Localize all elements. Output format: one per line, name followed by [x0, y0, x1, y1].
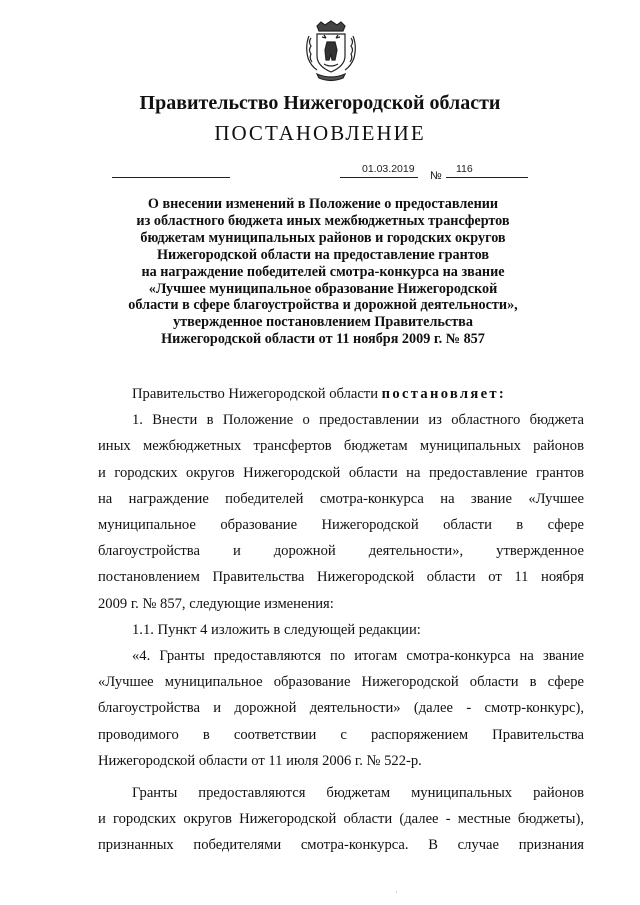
- paragraph-line: «Лучшее муниципальное образование Нижегородской области в сфере: [98, 674, 584, 691]
- number-label: №: [430, 170, 442, 182]
- paragraph-line: Гранты предоставляются бюджетам муниципальных районов: [132, 785, 584, 802]
- paragraph-line: 2009 г. № 857, следующие изменения:: [98, 595, 334, 612]
- heading-line: бюджетам муниципальных районов и городских округов: [140, 229, 506, 246]
- heading-line: Нижегородской области на предоставление грантов: [156, 246, 490, 263]
- paragraph-line: признанных победителями смотра-конкурса. В случае признания: [98, 837, 584, 854]
- preamble-text: Правительство Нижегородской области: [132, 386, 382, 402]
- date-underline: [340, 177, 418, 178]
- blank-line: [112, 177, 230, 178]
- government-name: Правительство Нижегородской области: [139, 92, 501, 114]
- document-date: 01.03.2019: [362, 163, 415, 175]
- document-heading: [90, 196, 556, 348]
- scan-mark: ˙: [395, 890, 398, 899]
- paragraph-line: благоустройства и дорожной деятельности» (далее - смотр-конкурс),: [98, 700, 584, 717]
- preamble: [98, 381, 584, 407]
- heading-line: О внесении изменений в Положение о предоставлении: [147, 196, 499, 212]
- heading-line: «Лучшее муниципальное образование Нижегородской: [148, 280, 498, 297]
- heading-line: Нижегородской области от 11 ноября 2009 г. № 857: [161, 331, 485, 348]
- document-type: ПОСТАНОВЛЕНИЕ: [214, 121, 426, 145]
- paragraph-item-1: [98, 407, 584, 617]
- document-number: 116: [456, 163, 473, 175]
- paragraph-grants: [98, 780, 584, 859]
- paragraph-line: проводимого в соответствии с распоряжением Правительства: [98, 726, 584, 743]
- number-underline: [446, 177, 528, 178]
- document-body: [98, 381, 584, 859]
- heading-line: на награждение победителей смотра-конкурса на звание: [141, 263, 505, 280]
- paragraph-item-1-1: 1.1. Пункт 4 изложить в следующей редакции:: [132, 621, 421, 638]
- heading-line: из областного бюджета иных межбюджетных трансфертов: [136, 212, 510, 229]
- paragraph-item-4: [98, 643, 584, 774]
- paragraph-line: 1. Внести в Положение о предоставлении из областного бюджета: [132, 412, 584, 429]
- paragraph-line: и городских округов Нижегородской области на предоставление грантов: [98, 464, 584, 481]
- heading-line: области в сфере благоустройства и дорожной деятельности»,: [128, 297, 518, 314]
- paragraph-line: на награждение победителей смотра-конкурса на звание «Лучшее: [98, 490, 584, 507]
- coat-of-arms-icon: [302, 20, 360, 84]
- heading-line: утвержденное постановлением Правительства: [173, 314, 473, 331]
- paragraph-line: постановлением Правительства Нижегородской области от 11 ноября: [98, 569, 584, 586]
- resolves-verb: постановляет:: [381, 386, 507, 402]
- paragraph-line: иных межбюджетных трансфертов бюджетам муниципальных районов: [98, 438, 584, 455]
- paragraph-line: «4. Гранты предоставляются по итогам смотра-конкурса на звание: [132, 648, 584, 665]
- paragraph-line: муниципальное образование Нижегородской области в сфере: [98, 517, 584, 534]
- paragraph-line: и городских округов Нижегородской области (далее - местные бюджеты),: [98, 811, 584, 828]
- paragraph-line: благоустройства и дорожной деятельности», утвержденное: [98, 543, 584, 560]
- paragraph-line: Нижегородской области от 11 июля 2006 г. № 522-р.: [98, 752, 422, 769]
